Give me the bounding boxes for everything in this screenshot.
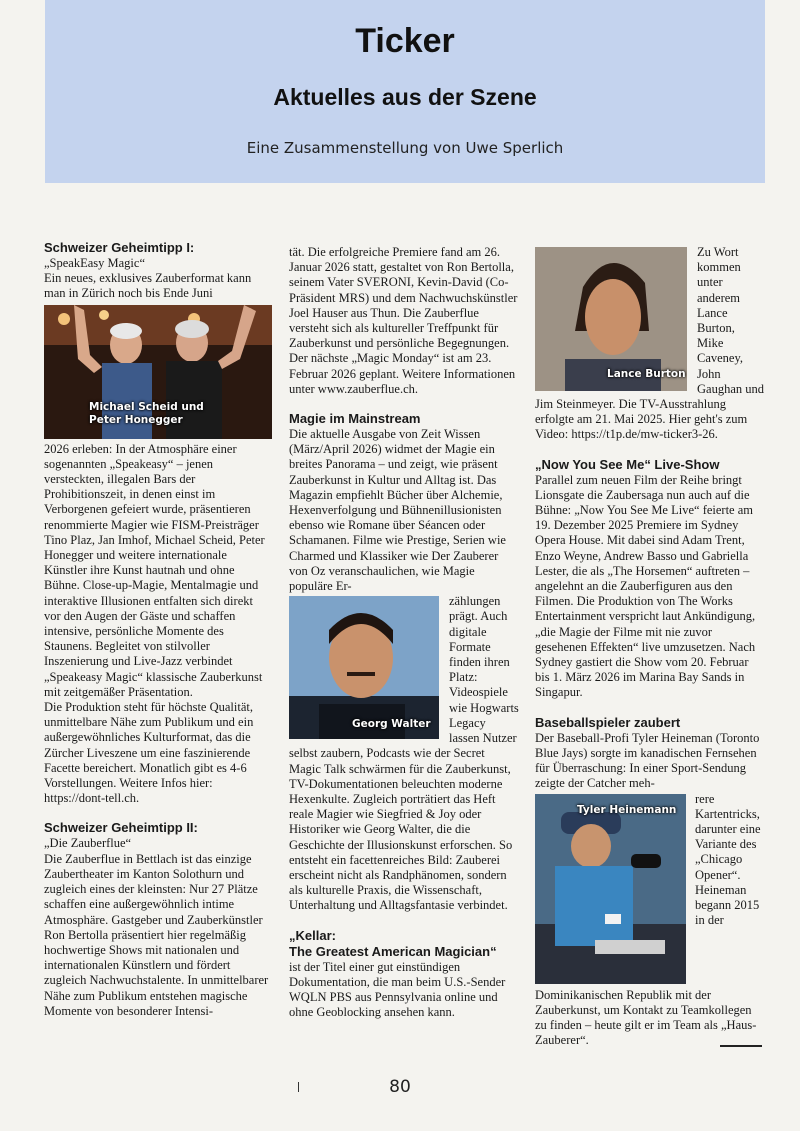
photo-image <box>535 794 686 984</box>
article-heading: „Now You See Me“ Live-Show <box>535 456 720 472</box>
article-body: rere Kartentricks, darunter eine Variante des „Chicago Opener“. Heineman begann 2015 in der Dominikanischen Republik mit der Zauberkunst, um Kontakt zu Teamkollegen zu finden – heute gilt er im Team als „Haus-Zauberer“. <box>535 791 761 1048</box>
photo-caption: Georg Walter <box>352 718 431 731</box>
article-body: Zu Wort kommen unter anderem Lance Burton, Mike Caveney, John Gaughan und Jim Steinmeyer. Die TV-Ausstrahlung erfolgte am 21. Mai 2025. Hier geht's zum Video: https://t1p.de/mw-ticker3-26. <box>535 245 764 442</box>
photo-caption: Michael Scheid und Peter Honegger <box>89 400 204 426</box>
article-intro: „Die Zauberflue“ <box>44 836 132 851</box>
article-body: Parallel zum neuen Film der Reihe bringt Lionsgate die Zaubersaga nun auch auf die Bühne: „Now You See Me Live“ feierte am 19. Dezember 2025 Premiere im Sydney Opera House. Mit dabei sind Adam Trent, Enzo Weyne, Andrew Basso und Gabriella Lester, die als „The Horsemen“ auftreten – angelehnt an die Zauberfiguren aus den Filmen. Die Produktion von The Works Entertainment verspricht laut Ankündigung, „die Magie der Filme mit nie zuvor gesehenen Effekten“ live umzusetzen. Nach Sydney gastiert die Show vom 20. Februar bis 1. März 2026 im Marina Bay Sands in Singapur. <box>535 472 756 700</box>
article-heading: Magie im Mainstream <box>289 411 421 427</box>
article-heading: Schweizer Geheimtipp I: <box>44 240 195 255</box>
photo-lance-burton <box>535 247 687 391</box>
article-body: zählungen prägt. Auch digitale Formate finden ihren Platz: Videospiele wie Hogwarts Legacy lassen Nutzer selbst zaubern, Podcasts wie der Secret Magic Talk schwärmen für die Zauberkunst, TV-Dokumentationen beleuchten moderne Hexenkulte. Zugleich porträtiert das Heft reale Magier wie Siegfried & Joy oder Historiker wie Georg Walter, die die Geschichte der Illusionskunst erforschen. So entsteht ein facettenreiches Bild: Zauberei erscheint nicht als Randphänomen, sondern als kulturelle Praxis, die Wissenschaft, Unterhaltung und Alltagsfantasie verbindet. <box>289 594 519 913</box>
column-2 <box>289 245 519 1020</box>
photo-scheid-honegger <box>44 305 272 439</box>
article-body: 2026 erleben: In der Atmosphäre einer sogenannten „Speakeasy“ – jenen versteckten, illegalen Bars der Prohibitionszeit, in denen einst im Verborgenen gefeiert wurde, präsentieren renommierte Magier wie FISM-Preisträger Tino Plaz, Jan Imhof, Michael Scheid, Peter Honegger und weitere internationale Künstler ihre Kunst hautnah und ohne Bühne. Close-up-Magie, Mentalmagie und interaktive Illusionen entfalten sich direkt vor den Augen der Gäste und schaffen intensive, persönliche Momente des Staunens. Begleitet von stilvoller Inszenierung und Live-Jazz verbindet „Speakeasy Magic“ klassische Zauberkunst mit zeitgemäßer Präsentation. <box>44 441 265 699</box>
article-body: Die aktuelle Ausgabe von Zeit Wissen (März/April 2026) widmet der Magie ein breites Panorama – und zeigt, wie präsent Zauberkunst in Kultur und Alltag ist. Das Magazin empfiehlt Bücher über Alchemie, Hexenverfolgung und Bühnenillusionisten ebenso wie Romane über Séancen oder Schamanen. Filme wie Prestige, Serien wie Charmed und Klassiker wie Der Zauberer von Oz veranschaulichen, wie Magie populäre Er- <box>289 427 506 594</box>
article-heading: Schweizer Geheimtipp II: <box>44 820 198 836</box>
article-heading: Baseballspieler zaubert <box>535 714 681 730</box>
photo-caption: Tyler Heinemann <box>577 803 677 816</box>
article-heading: „Kellar: The Greatest American Magician“ <box>289 927 497 959</box>
ticker-header <box>45 0 765 183</box>
photo-georg-walter <box>289 596 439 739</box>
article-body: Die Produktion steht für höchste Qualität, unmittelbare Nähe zum Publikum und ein außergewöhnliches Kulturformat, das die Zürcher Liveszene um eine faszinierende Facette bereichert. Monatlich gibt es 4-6 Vorstellungen. Weitere Infos hier: https://dont-tell.ch. <box>44 700 254 806</box>
article-body: ist der Titel einer gut einstündigen Dokumentation, die man beim U.S.-Sender WQLN PBS aus Pennsylvania online und ohne Geoblocking ansehen kann. <box>289 959 506 1020</box>
page-subtitle: Aktuelles aus der Szene <box>273 84 537 110</box>
end-mark-line <box>720 1045 762 1047</box>
article-intro: „SpeakEasy Magic“ Ein neues, exklusives Zauberformat kann man in Zürich noch bis Ende Juni <box>44 256 252 301</box>
article-body: tät. Die erfolgreiche Premiere fand am 26. Januar 2026 statt, gestaltet von Ron Bertolla, seinem Vater SVERONI, Kevin-David (Co-Präsident MRS) und dem Nachwuchskünstler Joel Hauser aus Thun. Die Zauberflue versteht sich als kultureller Treffpunkt für Zauberkunst und persönliche Begegnungen. Der nächste „Magic Monday“ ist am 23. Februar 2026 geplant. Weitere Informationen unter www.zauberflue.ch. <box>289 245 518 396</box>
column-3 <box>535 245 764 1048</box>
photo-tyler-heinemann <box>535 794 686 984</box>
page-title: Ticker <box>355 22 455 60</box>
photo-caption: Lance Burton <box>607 368 686 380</box>
column-1 <box>44 240 272 1019</box>
article-body: Der Baseball-Profi Tyler Heineman (Toronto Blue Jays) sorgte im kanadischen Fernsehen für Überraschung: In einer Sport-Sendung zeigte der Catcher meh- <box>535 730 760 791</box>
page-number: 80 <box>389 1077 411 1097</box>
author-line: Eine Zusammenstellung von Uwe Sperlich <box>246 139 564 157</box>
article-body: Die Zauberflue in Bettlach ist das einzige Zaubertheater im Kanton Solothurn und zugleich eines der kleinsten: Nur 27 Plätze schaffen eine außergewöhnlich intime Atmosphäre. Gastgeber und Zauberkünstler Ron Bertolla präsentiert hier regelmäßig hochwertige Shows mit nationalen und internationalen Künstlern und fördert zugleich Nachwuchstalente. In unmittelbarer Nähe zum Publikum entstehen magische Momente von besonderer Intensi- <box>44 851 269 1018</box>
